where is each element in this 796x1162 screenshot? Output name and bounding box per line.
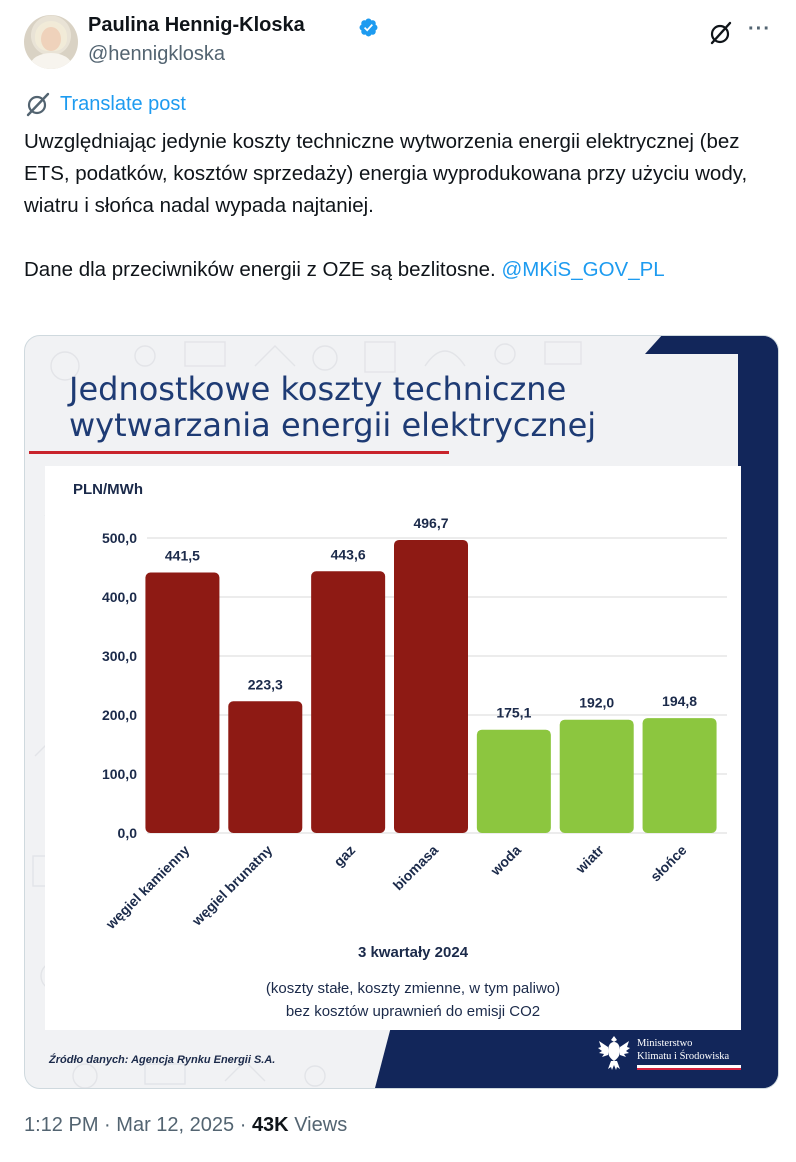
post-time[interactable]: 1:12 PM (24, 1114, 99, 1136)
grok-icon[interactable] (708, 20, 734, 46)
post-image[interactable] (24, 335, 779, 1089)
y-tick-label: 500,0 (101, 530, 137, 546)
y-tick-label: 400,0 (101, 589, 137, 605)
bar-value-label: 194,8 (662, 693, 698, 710)
mention-link[interactable]: @MKiS_GOV_PL (501, 258, 665, 281)
grok-translate-icon (24, 90, 52, 118)
post-paragraph-1: Uwzględniając jedynie koszty techniczne wytworzenia energii elektrycznej (bez ETS, podatków, kosztów sprzedaży) energia wyprodukowana przy użyciu wody, wiatru i słońca nadal wypada najtaniej. (24, 130, 748, 217)
bar-chart (45, 466, 741, 1030)
navy-side-band (738, 336, 778, 1088)
x-tick-label: gaz (330, 841, 359, 870)
bar (145, 573, 219, 833)
x-tick-label: woda (487, 841, 524, 879)
bar-value-label: 175,1 (496, 704, 532, 721)
views-count: 43K (251, 1114, 289, 1136)
avatar-face (41, 27, 61, 51)
author-handle[interactable]: @hennigkloska (88, 43, 226, 65)
ministry-line-2: Klimatu i Środowiska (637, 1051, 730, 1062)
bar-value-label: 496,7 (413, 514, 449, 531)
bar (477, 730, 551, 833)
bar (311, 571, 385, 833)
meta-separator: · (104, 1114, 111, 1136)
x-axis-label: 3 kwartały 2024 (357, 944, 469, 961)
bar-value-label: 223,3 (247, 676, 283, 693)
x-tick-label: słońce (647, 841, 690, 885)
views-label: Views (294, 1114, 348, 1136)
post-paragraph-2 (24, 254, 774, 286)
post-date[interactable]: Mar 12, 2025 (116, 1114, 235, 1136)
chart-note-line-1: (koszty stałe, koszty zmienne, w tym paliwo) (265, 980, 561, 997)
chart-title-line-1: Jednostkowe koszty techniczne (69, 370, 567, 408)
bar-value-label: 441,5 (164, 547, 200, 564)
chart-title (69, 371, 596, 443)
y-tick-label: 200,0 (101, 707, 137, 723)
ministry-line-1: Ministerstwo (637, 1038, 693, 1049)
y-tick-label: 100,0 (101, 766, 137, 782)
x-tick-label: wiatr (572, 841, 607, 877)
title-underline (29, 451, 449, 454)
bar (560, 720, 634, 833)
translate-post-button[interactable] (24, 90, 186, 118)
meta-separator: · (239, 1114, 247, 1136)
source-note: Źródło danych: Agencja Rynku Energii S.A. (49, 1054, 276, 1066)
more-options-icon[interactable]: ··· (748, 18, 771, 40)
chart-panel (45, 466, 741, 1030)
x-tick-label: węgiel brunatny (188, 841, 276, 929)
bar (394, 540, 468, 833)
y-tick-label: 0,0 (117, 825, 137, 841)
eagle-emblem-icon (597, 1033, 631, 1073)
avatar[interactable] (24, 15, 78, 69)
chart-title-line-2: wytwarzania energii elektrycznej (69, 406, 597, 444)
bar-value-label: 192,0 (579, 694, 615, 711)
post-paragraph-2-text: Dane dla przeciwników energii z OZE są bezlitosne. (24, 258, 496, 281)
translate-post-label: Translate post (60, 92, 186, 115)
bar (643, 718, 717, 833)
ministry-name (637, 1037, 729, 1063)
bar (228, 701, 302, 833)
y-axis-label: PLN/MWh (73, 481, 143, 498)
bar-value-label: 443,6 (330, 546, 366, 563)
y-tick-label: 300,0 (101, 648, 137, 664)
verified-badge-icon (358, 17, 379, 38)
post-text (24, 126, 774, 286)
polish-flag-bar (637, 1065, 741, 1070)
chart-note-line-2: bez kosztów uprawnień do emisji CO2 (285, 1003, 541, 1020)
ministry-logo (597, 1031, 747, 1075)
author-name[interactable]: Paulina Hennig-Kloska (88, 14, 305, 36)
x-tick-label: węgiel kamienny (102, 841, 193, 932)
post-meta (24, 1114, 347, 1137)
avatar-shoulders (30, 53, 72, 69)
x-tick-label: biomasa (389, 841, 442, 894)
